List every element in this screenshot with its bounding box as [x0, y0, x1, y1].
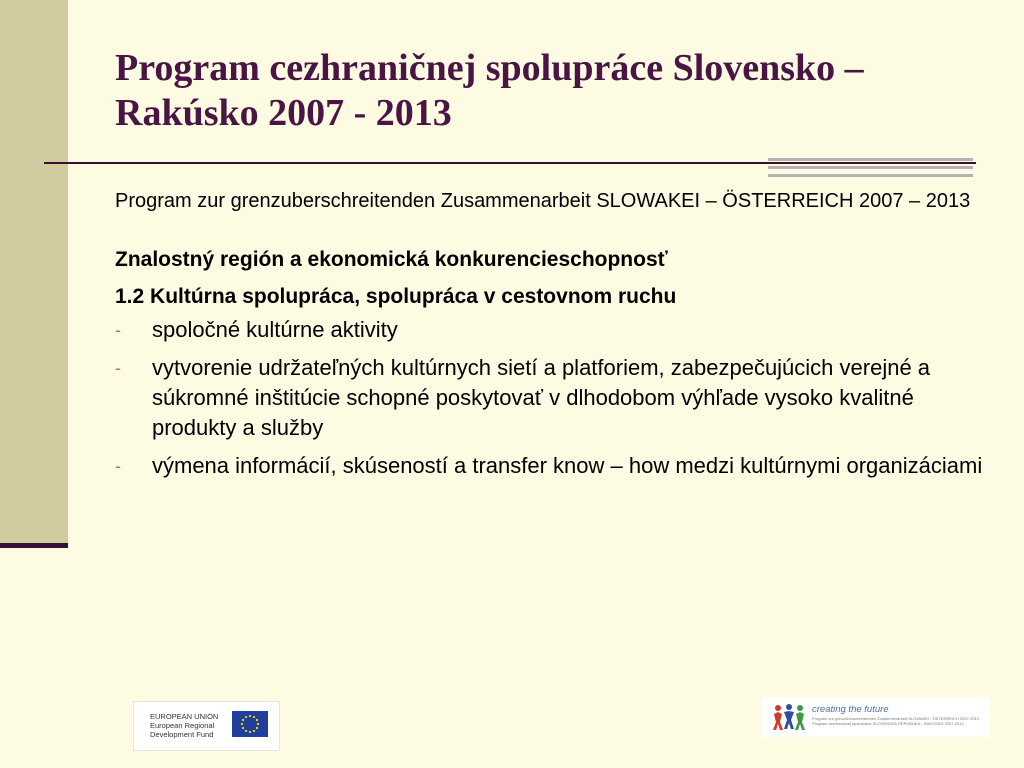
slide-title-line-1: Program cezhraničnej spolupráce Slovensko –: [115, 47, 864, 89]
eu-star: [245, 716, 247, 718]
bullet-list: [115, 315, 995, 481]
eu-star: [257, 723, 259, 725]
grey-accent-band-1: [768, 158, 973, 161]
eu-logo: [133, 701, 280, 751]
list-item: [115, 315, 995, 345]
eu-flag-icon: [232, 711, 268, 737]
eu-star: [245, 730, 247, 732]
eu-stars-icon: [232, 711, 268, 737]
subsection-heading: 1.2 Kultúrna spolupráca, spolupráca v cestovnom ruchu: [115, 285, 677, 308]
eu-star: [242, 719, 244, 721]
bullet-text: výmena informácií, skúseností a transfer know – how medzi kultúrnymi organizáciami: [152, 453, 983, 478]
eu-star: [253, 730, 255, 732]
bullet-dash: -: [115, 456, 121, 476]
eu-logo-text: [150, 712, 230, 739]
slide-body: [115, 186, 995, 489]
left-bar-rule: [0, 543, 68, 548]
eu-star: [242, 727, 244, 729]
eu-star: [249, 731, 251, 733]
bullet-dash: -: [115, 358, 121, 378]
program-tagline: creating the future: [812, 704, 889, 715]
eu-star: [253, 716, 255, 718]
subtitle: Program zur grenzuberschreitenden Zusammenarbeit SLOWAKEI – ÖSTERREICH 2007 – 2013: [115, 190, 971, 212]
title-underline: [44, 162, 976, 164]
grey-accent-band-3: [768, 174, 973, 177]
eu-star: [241, 723, 243, 725]
eu-star: [249, 715, 251, 717]
eu-logo-line-3: Development Fund: [150, 730, 214, 739]
grey-accent-band-2: [768, 166, 973, 169]
bullet-text: spoločné kultúrne aktivity: [152, 317, 398, 342]
bullet-dash: -: [115, 320, 121, 340]
program-logo: [762, 697, 990, 737]
people-figures-icon: [772, 702, 808, 732]
eu-star: [256, 727, 258, 729]
slide-title: [115, 46, 995, 136]
program-logo-fine-print: [812, 716, 979, 726]
left-decorative-bar: [0, 0, 68, 545]
list-item: [115, 451, 995, 481]
slide-title-line-2: Rakúsko 2007 - 2013: [115, 92, 452, 134]
eu-logo-line-2: European Regional: [150, 721, 215, 730]
list-item: [115, 353, 995, 443]
program-logo-line-2: Program cezhraničnej spolupráce SLOVENSKÁ REPUBLIKA - RAKÚSKO 2007-2013: [812, 721, 964, 726]
section-heading: Znalostný región a ekonomická konkurencieschopnosť: [115, 248, 668, 271]
eu-star: [256, 719, 258, 721]
program-logo-line-1: Program zur grenzüberschreitenden Zusammenarbeit SLOWAKEI - ÖSTERREICH 2007-2013: [812, 716, 980, 721]
eu-logo-line-1: EUROPEAN UNION: [150, 712, 219, 721]
bullet-text: vytvorenie udržateľných kultúrnych sietí a platforiem, zabezpečujúcich verejné a súkromné inštitúcie schopné poskytovať v dlhodobom výhľade vysoko kvalitné produkty a služby: [152, 355, 931, 440]
